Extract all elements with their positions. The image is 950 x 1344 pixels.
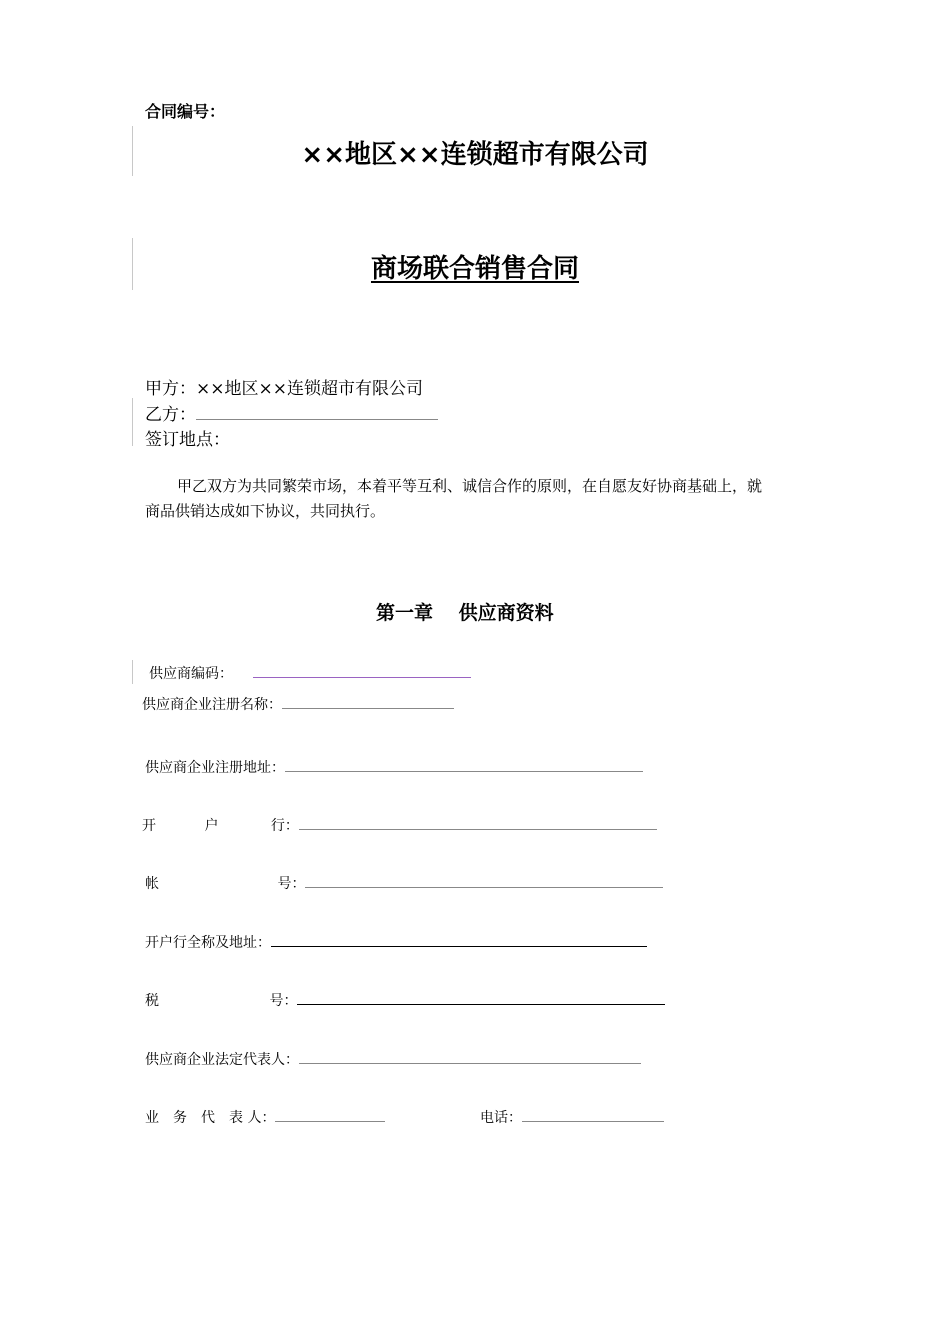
supplier-code-row bbox=[149, 663, 471, 683]
supplier-code-field[interactable] bbox=[253, 663, 471, 678]
reg-name-row bbox=[142, 694, 454, 714]
bank-row bbox=[142, 815, 657, 835]
margin-mark bbox=[132, 660, 133, 684]
phone-label: 电话： bbox=[480, 1110, 522, 1126]
legal-rep-label: 供应商企业法定代表人： bbox=[145, 1052, 299, 1068]
tax-row bbox=[145, 990, 665, 1010]
party-a bbox=[145, 374, 423, 399]
bank-label-3: 行： bbox=[270, 818, 299, 834]
bank-label-2: 户 bbox=[204, 818, 219, 834]
party-b-field[interactable] bbox=[196, 405, 438, 420]
party-b bbox=[145, 400, 438, 425]
reg-address-label: 供应商企业注册地址： bbox=[145, 760, 285, 776]
contract-number-label: 合同编号： bbox=[145, 102, 226, 121]
tax-label-2: 号： bbox=[269, 993, 298, 1009]
legal-rep-field[interactable] bbox=[299, 1049, 641, 1064]
margin-mark bbox=[132, 398, 133, 446]
contract-title bbox=[0, 248, 950, 285]
legal-rep-row bbox=[145, 1049, 641, 1069]
contract-title-text: 商场联合销售合同 bbox=[370, 254, 579, 284]
account-field[interactable] bbox=[305, 873, 663, 888]
chapter-title: 第一章 供应商资料 bbox=[376, 602, 554, 624]
bank-full-row bbox=[145, 932, 647, 952]
party-a-value: ××地区××连锁超市有限公司 bbox=[196, 379, 423, 399]
biz-rep-label: 业 务 代 表 人： bbox=[145, 1110, 276, 1126]
supplier-code-label: 供应商编码： bbox=[149, 666, 233, 682]
reg-name-field[interactable] bbox=[282, 694, 454, 709]
company-title: ××地区××连锁超市有限公司 bbox=[301, 140, 649, 170]
biz-rep-row bbox=[145, 1107, 385, 1127]
party-b-label: 乙方： bbox=[145, 405, 196, 425]
tax-field[interactable] bbox=[297, 990, 665, 1005]
bank-label-1: 开 bbox=[142, 818, 156, 834]
reg-address-row bbox=[145, 757, 643, 777]
bank-field[interactable] bbox=[299, 815, 657, 830]
intro-line-1: 甲乙双方为共同繁荣市场，本着平等互利、诚信合作的原则，在自愿友好协商基础上，就 bbox=[177, 477, 763, 495]
account-label-2: 号： bbox=[277, 876, 306, 892]
phone-row bbox=[480, 1107, 664, 1127]
reg-name-label: 供应商企业注册名称： bbox=[142, 697, 282, 713]
account-row bbox=[145, 873, 663, 893]
bank-full-label: 开户行全称及地址： bbox=[145, 935, 271, 951]
intro-line-2: 商品供销达成如下协议，共同执行。 bbox=[145, 502, 386, 520]
biz-rep-field[interactable] bbox=[275, 1107, 385, 1122]
party-a-label: 甲方： bbox=[145, 379, 196, 399]
tax-label-1: 税 bbox=[145, 993, 159, 1009]
phone-field[interactable] bbox=[522, 1107, 664, 1122]
bank-full-field[interactable] bbox=[271, 932, 647, 947]
account-label-1: 帐 bbox=[145, 876, 159, 892]
reg-address-field[interactable] bbox=[285, 757, 643, 772]
sign-place: 签订地点： bbox=[145, 430, 230, 450]
